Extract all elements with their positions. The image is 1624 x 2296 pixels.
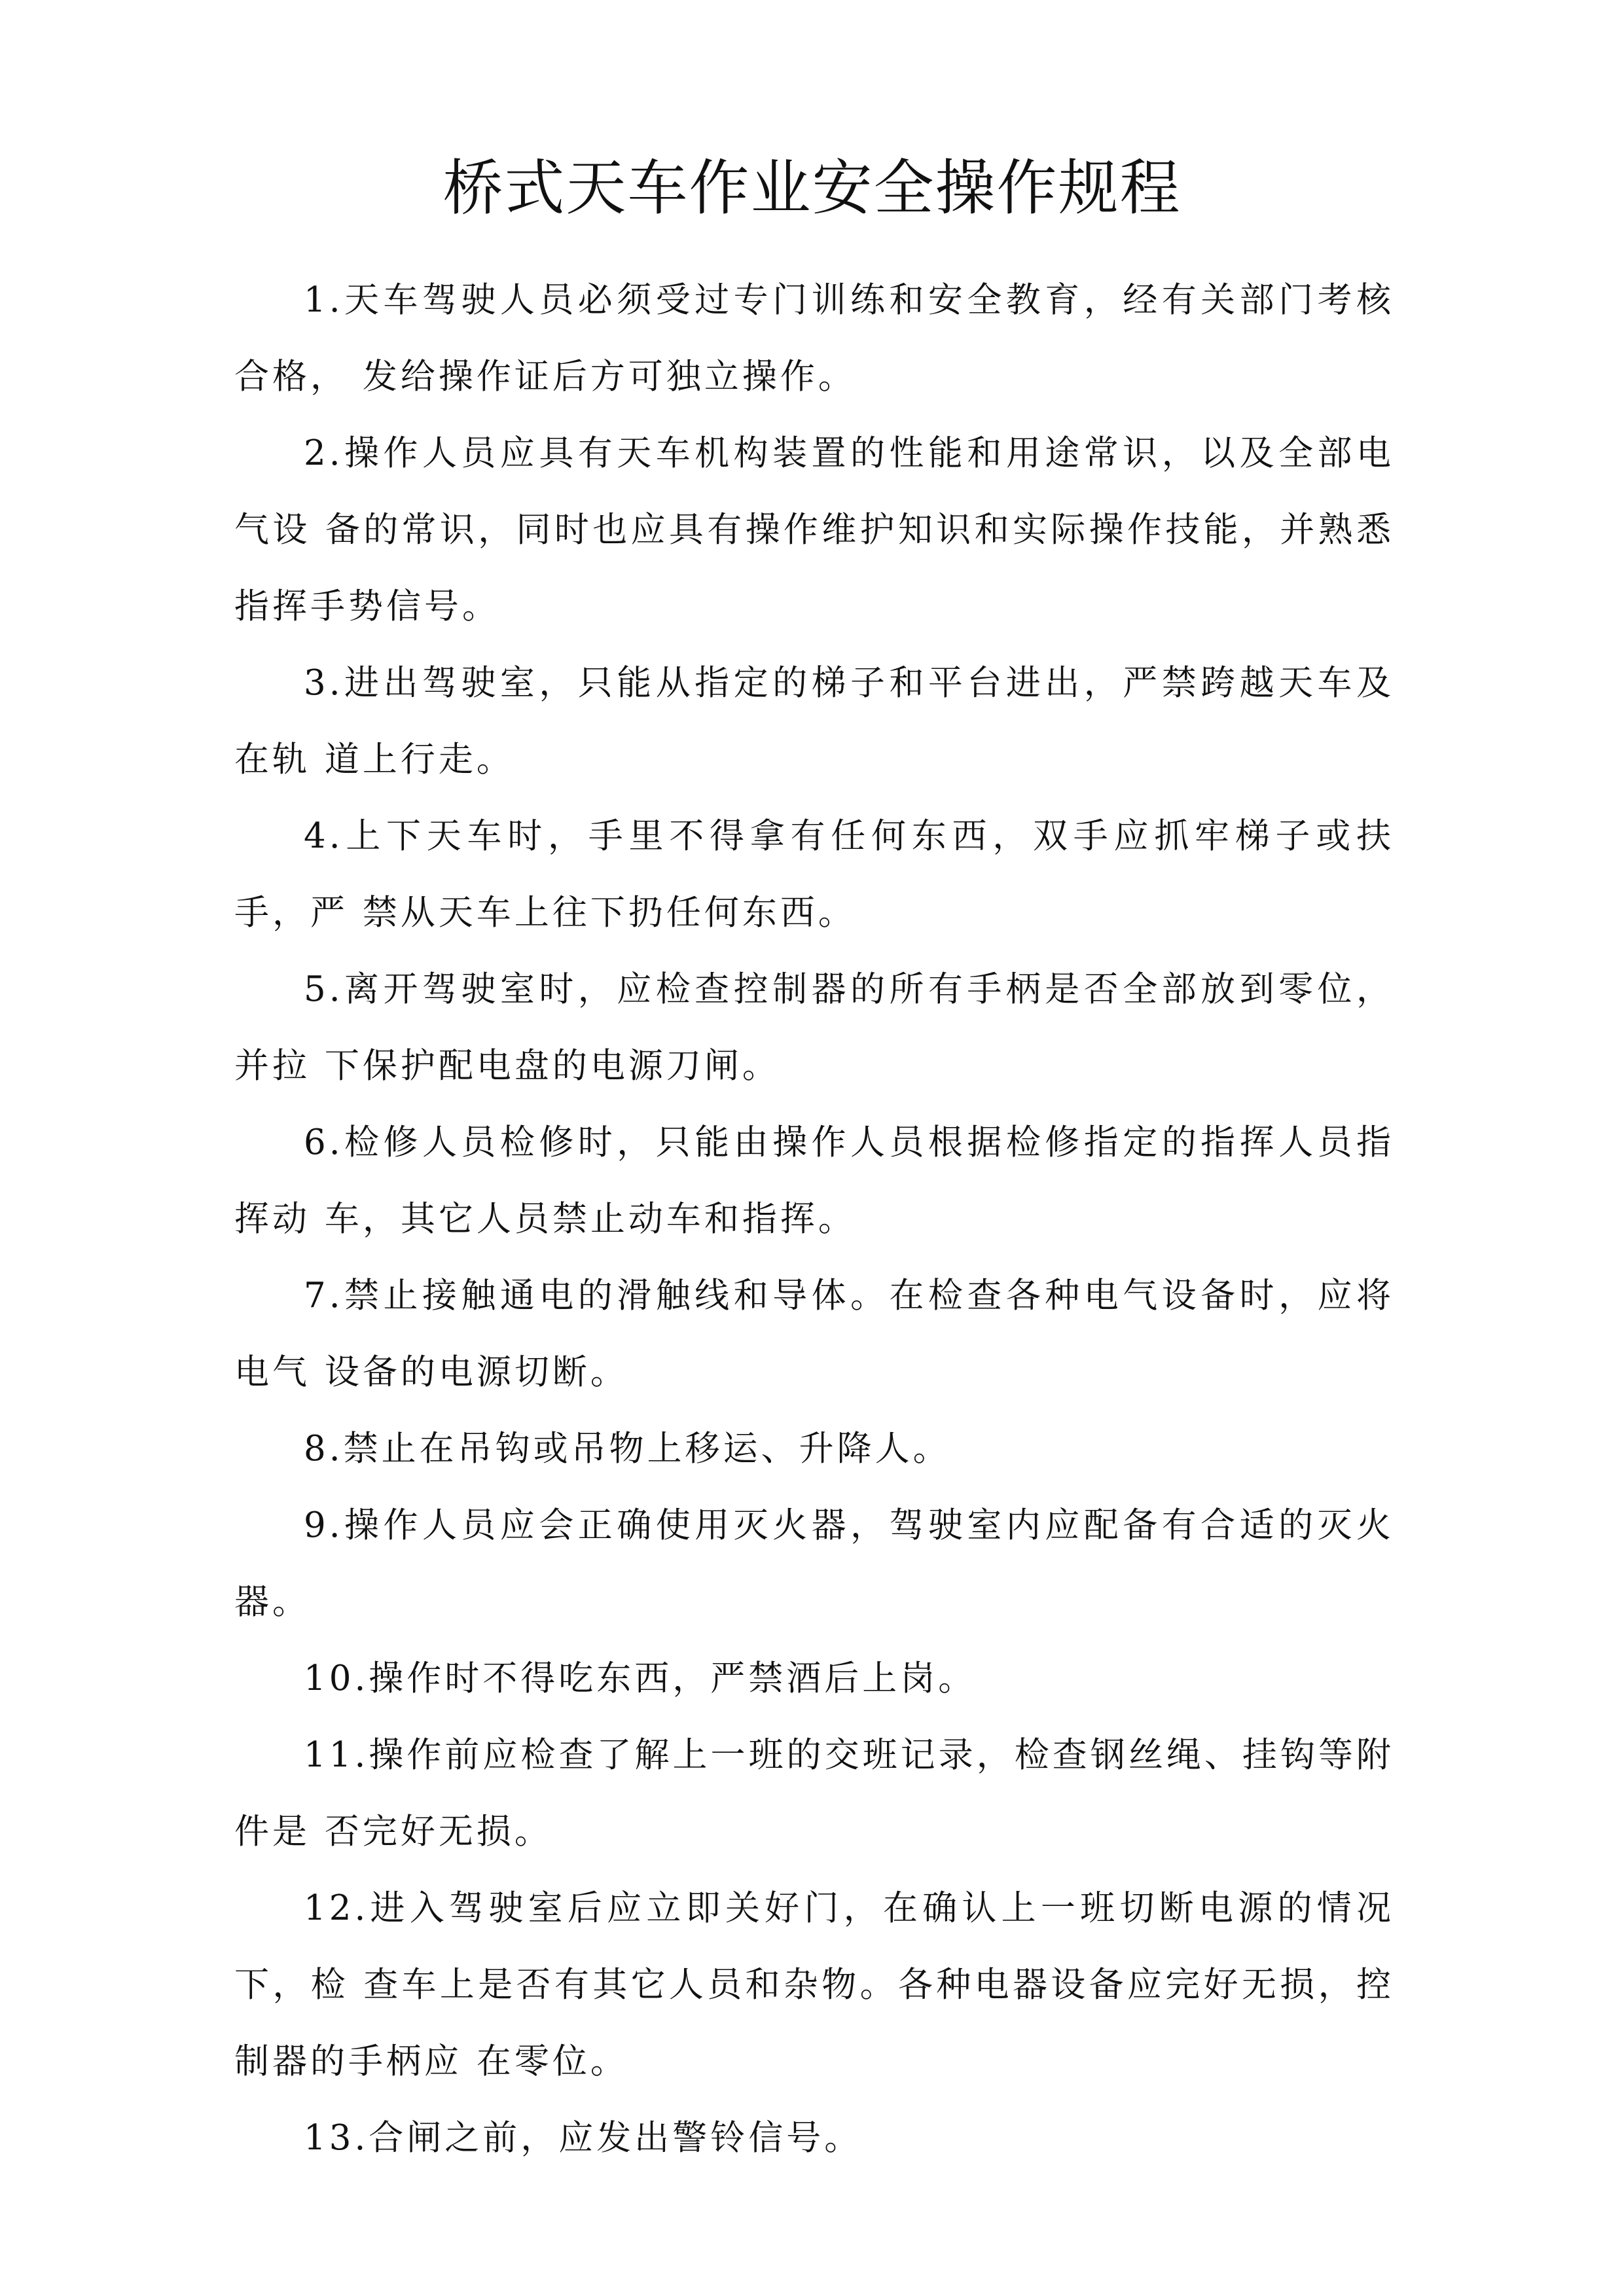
rule-paragraph-6: 6.检修人员检修时，只能由操作人员根据检修指定的指挥人员指挥动 车，其它人员禁止动车和指挥。	[234, 1122, 1394, 1239]
document-title: 桥式天车作业安全操作规程	[442, 153, 1182, 223]
rule-paragraph-12: 12.进入驾驶室后应立即关好门，在确认上一班切断电源的情况下，检 查车上是否有其它人员和杂物。各种电器设备应完好无损，控制器的手柄应 在零位。	[234, 1888, 1394, 2081]
rule-paragraph-2: 2.操作人员应具有天车机构装置的性能和用途常识，以及全部电气设 备的常识，同时也应具有操作维护知识和实际操作技能，并熟悉指挥手势信号。	[234, 433, 1394, 626]
rule-paragraph-11: 11.操作前应检查了解上一班的交班记录，检查钢丝绳、挂钩等附件是 否完好无损。	[234, 1735, 1394, 1852]
rule-paragraph-4: 4.上下天车时，手里不得拿有任何东西，双手应抓牢梯子或扶手，严 禁从天车上往下扔任何东西。	[234, 816, 1394, 933]
rule-paragraph-7: 7.禁止接触通电的滑触线和导体。在检查各种电气设备时，应将电气 设备的电源切断。	[234, 1276, 1394, 1392]
rule-paragraph-10: 10.操作时不得吃东西，严禁酒后上岗。	[304, 1659, 977, 1698]
rule-paragraph-8: 8.禁止在吊钩或吊物上移运、升降人。	[304, 1429, 951, 1469]
rule-paragraph-5: 5.离开驾驶室时，应检查控制器的所有手柄是否全部放到零位，并拉 下保护配电盘的电源刀闸。	[234, 969, 1394, 1086]
document-body	[234, 262, 1394, 2176]
rule-paragraph-3: 3.进出驾驶室，只能从指定的梯子和平台进出，严禁跨越天车及在轨 道上行走。	[234, 663, 1394, 780]
rule-paragraph-1: 1.天车驾驶人员必须受过专门训练和安全教育，经有关部门考核合格， 发给操作证后方可独立操作。	[234, 280, 1394, 397]
rule-paragraph-13: 13.合闸之前，应发出警铃信号。	[304, 2118, 863, 2158]
rule-paragraph-9: 9.操作人员应会正确使用灭火器，驾驶室内应配备有合适的灭火器。	[234, 1505, 1394, 1622]
